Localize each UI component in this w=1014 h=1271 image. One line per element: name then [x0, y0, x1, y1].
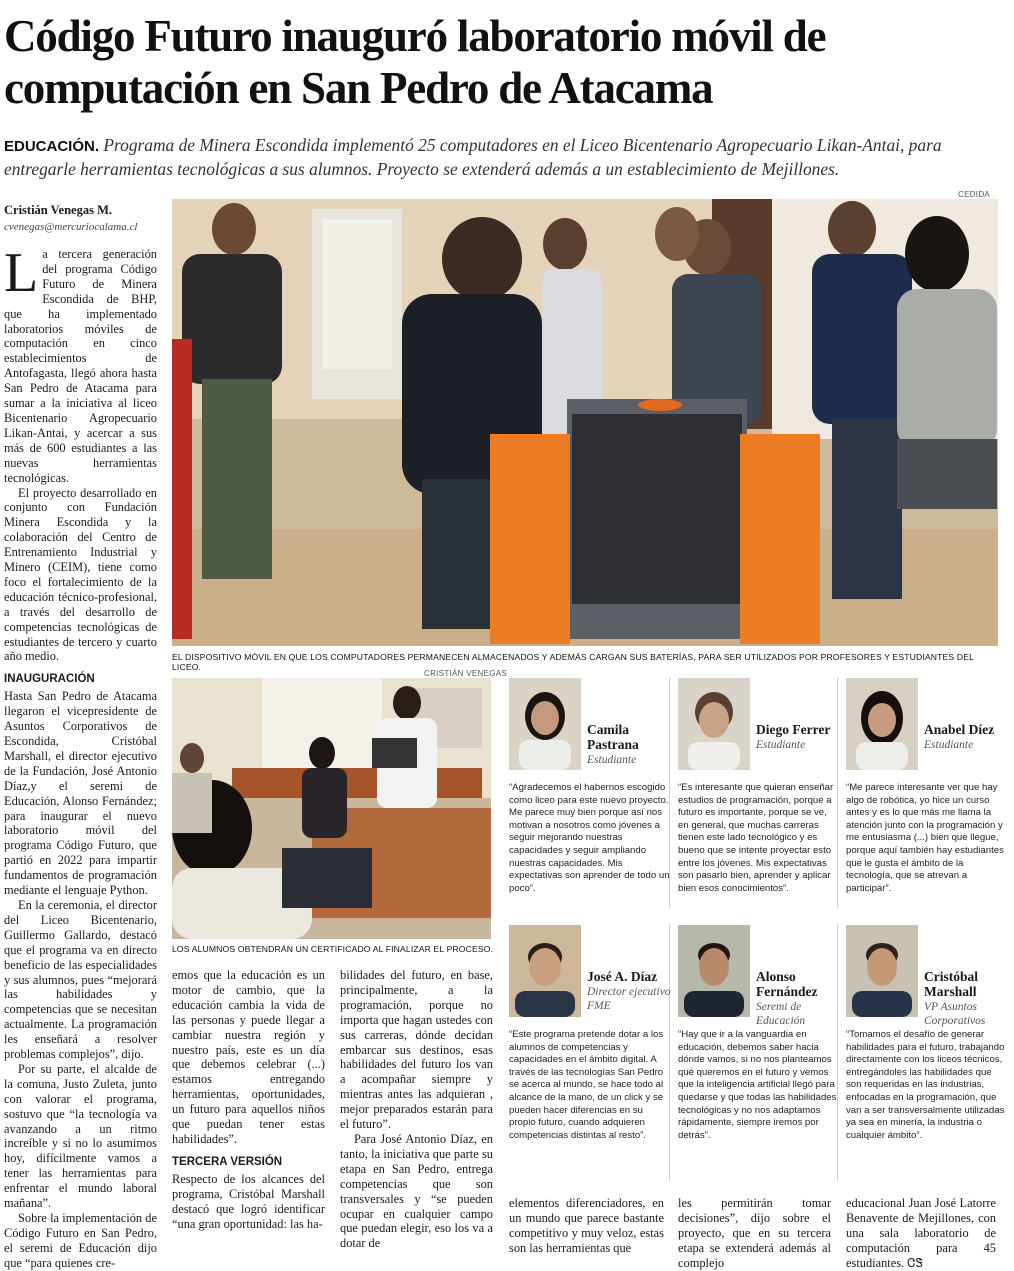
second-photo-caption: LOS ALUMNOS OBTENDRÁN UN CERTIFICADO AL FINALIZAR EL PROCESO.	[172, 944, 494, 954]
quote-role: VP Asuntos Corporativos	[924, 1001, 986, 1027]
main-photo	[172, 199, 998, 646]
quote-card	[678, 925, 838, 1181]
second-photo-credit: CRISTIÁN VENEGAS	[424, 669, 508, 678]
quote-card	[509, 925, 669, 1181]
paragraph	[846, 1196, 996, 1271]
paragraph: Hasta San Pedro de Atacama llegaron el vicepresidente de Asuntos Corporativos de Escondida, Cristóbal Marshall, el director ejecutivo de la Fundación, José Antonio Díaz,y el seremi de Educación, Alonso Fernández; para inaugurar el nuevo laboratorio móvil del programa Código Futuro, que partió en 2022 para impartir fundamentos de programación mediante el lenguaje Python.	[4, 689, 157, 898]
quote-card	[678, 678, 838, 908]
paragraph: Por su parte, el alcalde de la comuna, Justo Zuleta, junto con valorar el programa, sostuvo que “la tecnología va avanzando a un ritmo increíble y si no lo asumimos hoy, difícilmente vamos a tener las herramientas para enfrentar el mundo laboral mañana”.	[4, 1061, 157, 1211]
dropcap: L	[4, 242, 39, 304]
paragraph: elementos diferenciadores, en un mundo que parece bastante competitivo y muy veloz, estas son las herramientas que	[509, 1196, 664, 1255]
quote-name-text: Diego Ferrer	[756, 722, 831, 737]
quote-text: “Tomamos el desafío de generar habilidades para el futuro, trabajando directamente con los liceos técnicos, entregándoles las habilidades que son requeridas en las industrias, enfocadas en la programación, que van a ser transversalmente utilizadas ya sea en minería, la industria o cualquier ámbito”.	[846, 1029, 1005, 1141]
paragraph	[4, 242, 157, 486]
second-photo	[172, 678, 491, 939]
paragraph: El proyecto desarrollado en conjunto con Fundación Minera Escondida y la colaboración del Centro de Entrenamiento Industrial y Minero (CEIM), tiene como foco el fortalecimiento de la educación técnico-profesional, a través del desarrollo de competencias tecnológicas de estudiantes de tercero y cuarto año medio.	[4, 485, 157, 664]
paragraph-text: a tercera generación del programa Código Futuro de Minera Escondida de BHP, que ha implementado laboratorios móviles de computación en cinco establecimientos de Antofagasta, llegó ahora hasta San Pedro de Atacama para sumar a la iniciativa al liceo Bicentenario Agropecuario Likan-Antai, y acercar a sus más de 600 estudiantes a las nuevas herramientas tecnológicas.	[4, 247, 157, 485]
subhead-tercera-version: TERCERA VERSIÓN	[172, 1155, 283, 1168]
quote-name-text: Anabel Díez	[924, 722, 995, 737]
dek-text: Programa de Minera Escondida implementó 25 computadores en el Liceo Bicentenario Agropecuario Likan-Antai, para entregarle herramientas tecnológicas a sus alumnos. Proyecto se extenderá además a un establecimiento de Mejillones.	[4, 135, 942, 179]
article-column-6	[846, 1196, 996, 1271]
quote-text: “Es interesante que quieran enseñar estudios de programación, porque a futuro es importante, porque se ve, en general, que muchas carreras tienen este lado tecnológico y es bueno que se intente proyectar esto entre los jóvenes. Mis expectativas son pasarlo bien, aprender y aplicar bien esos conocimientos”.	[678, 782, 834, 894]
dek	[4, 134, 996, 180]
portrait-photo	[678, 925, 750, 1017]
quote-name	[587, 969, 677, 1013]
quote-card	[846, 678, 1006, 908]
second-photo-illustration	[172, 678, 491, 939]
subhead-inauguracion: INAUGURACIÓN	[4, 673, 95, 686]
paragraph: bilidades del futuro, en base, principalmente, a la programación, porque no importa que hagan ustedes con sus carreras, dónde decidan embarcar sus destinos, esas habilidades del futuro los van a acompañar siempre y mientras antes las adquieran , mejor preparados estarán para el futuro”.	[340, 968, 493, 1132]
article-column-2	[172, 968, 325, 1231]
quote-name	[756, 969, 846, 1028]
quote-name-text: José A. Díaz	[587, 969, 658, 984]
quote-role: Estudiante	[924, 739, 974, 751]
paragraph: En la ceremonia, el director del Liceo Bicentenario, Guillermo Gallardo, destacó que el programa va en directo beneficio de las especialidades y sus alumnos, pues “mejorará las habilidades y competencias que se necesitan actualmente. La programación les enseñará a resolver problemas complejos”, dijo.	[4, 897, 157, 1062]
paragraph: les permitirán tomar decisiones”, dijo sobre el proyecto, que en su tercera etapa se extenderá además al complejo	[678, 1196, 831, 1270]
portrait-photo	[509, 678, 581, 770]
article-column-5	[678, 1196, 831, 1271]
quote-card	[509, 678, 669, 908]
quote-text: “Agradecemos el habernos escogido como liceo para este nuevo proyecto. Me parece muy bien porque así nos motivan a nosotros como jóvenes a seguir mejorando nuestras capacidades y seguir ampliando nuestras capacidades. Mis expectativas son aprender de todo un poco”.	[509, 782, 670, 894]
dek-kicker: EDUCACIÓN.	[4, 138, 100, 155]
quote-name	[587, 722, 677, 767]
quote-name	[924, 969, 1014, 1028]
quote-text: “Me parece interesante ver que hay algo de robótica, yo hice un curso antes y es lo que más me llama la atención junto con la programación y me entusiasma (...) bien que llegue, porque aquí también hay estudiantes que le gusta el ámbito de la tecnología, que se atrevan a participar”.	[846, 782, 1004, 894]
quote-role: Director ejecutivo FME	[587, 986, 671, 1012]
quote-name-text: Cristóbal Marshall	[924, 969, 978, 999]
quote-card	[846, 925, 1006, 1181]
paragraph-text: educacional Juan José Latorre Benavente de Mejillones, con una sala laboratorio de computación para 45 estudiantes.	[846, 1196, 996, 1270]
quote-text: “Este programa pretende dotar a los alumnos de competencias y capacidades en el ámbito digital. A través de las tecnologías San Pedro se acerca al mundo, se hace todo al alcance de la mano, de un click y se pueden hacer diferencias en su propio futuro, cuando adquieren competencias distintas al resto”.	[509, 1029, 664, 1141]
main-photo-credit: CEDIDA	[958, 190, 991, 199]
quote-name-text: Alonso Fernández	[756, 969, 818, 999]
article-column-4	[509, 1196, 664, 1256]
paragraph: Para José Antonio Díaz, en tanto, la iniciativa que parte su etapa en San Pedro, entrega competencias que son transversales y “se pueden ocupar en cualquier campo que puedan elegir, eso los va a dotar de	[340, 1131, 493, 1251]
paragraph: emos que la educación es un motor de cambio, que la educación cambia la vida de las personas y puede llegar a cambiar nuestra región y nuestro país, este es un día que debemos celebrar (...) estamos entregando herramientas, oportunidades, un futuro para aquellos niños que puedan tener estas habilidades”.	[172, 968, 325, 1146]
main-photo-caption: EL DISPOSITIVO MÓVIL EN QUE LOS COMPUTADORES PERMANECEN ALMACENADOS Y ADEMÁS CARGAN SUS BATERÍAS, PARA SER UTILIZADOS POR PROFESORES Y ESTUDIANTES DEL LICEO.	[172, 652, 974, 672]
portrait-photo	[846, 925, 918, 1017]
portrait-photo	[846, 678, 918, 770]
paragraph: Sobre la implementación de Código Futuro en San Pedro, el seremi de Educación dijo que “para quienes cre-	[4, 1211, 157, 1270]
quote-name-text: Camila Pastrana	[587, 722, 639, 752]
article-column-3	[340, 968, 493, 1251]
byline-email: cvenegas@mercuriocalama.cl	[4, 221, 138, 233]
portrait-photo	[678, 678, 750, 770]
quote-text: “Hay que ir a la vanguardia en educación, debemos saber hacia dónde vamos, si no nos planteamos qué queremos en el futuro y vemos que la inteligencia artificial llegó para quedarse y que todas las habilidades tecnológicas y no nos adaptamos rápidamente, siempre iremos por detrás”.	[678, 1029, 837, 1141]
quote-role: Estudiante	[587, 754, 637, 766]
main-photo-illustration	[172, 199, 998, 646]
quote-role: Seremi de Educación	[756, 1001, 806, 1027]
end-mark: ᏣᏕ	[907, 1255, 923, 1270]
quote-name	[756, 722, 846, 752]
quote-name	[924, 722, 1014, 752]
byline-author: Cristián Venegas M.	[4, 203, 112, 217]
portrait-photo	[509, 925, 581, 1017]
article-column-1	[4, 242, 157, 1271]
headline: Código Futuro inauguró laboratorio móvil de computación en San Pedro de Atacama	[4, 11, 826, 113]
quote-role: Estudiante	[756, 739, 806, 751]
paragraph: Respecto de los alcances del programa, Cristóbal Marshall destacó que logró identificar “una gran oportunidad: las ha-	[172, 1171, 325, 1231]
